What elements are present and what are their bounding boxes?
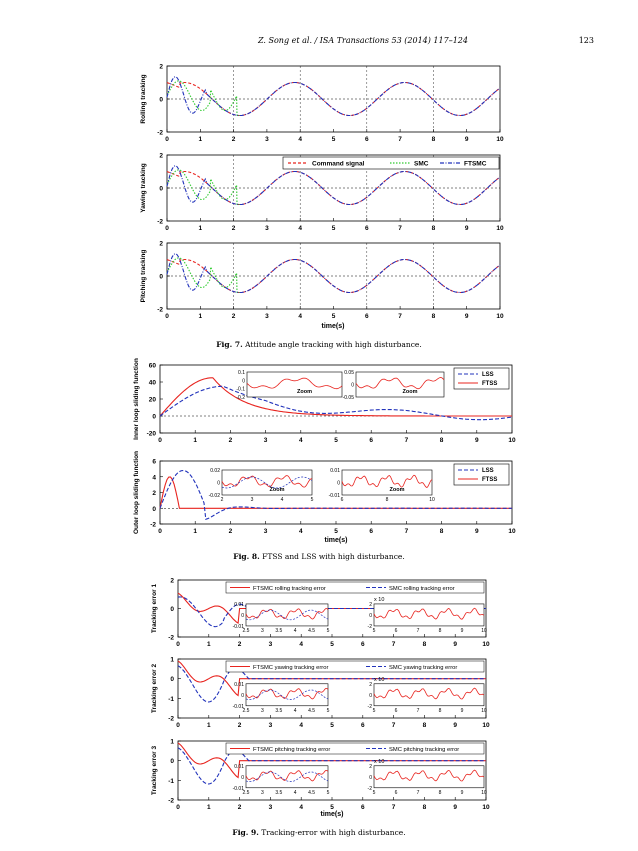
fig9-panel-3-inset-right-ytick-label: 2 bbox=[369, 763, 372, 770]
fig8-inset-4-ytick-label: 0.01 bbox=[330, 468, 340, 474]
fig9-panel-2-inset-right-xtick-label: 10 bbox=[481, 707, 487, 714]
fig7-panel-2-xtick-label: 2 bbox=[231, 225, 236, 232]
fig7-panel-1-ytick-label: -2 bbox=[157, 129, 163, 137]
fig7-panel-1-xtick-label: 1 bbox=[198, 136, 203, 143]
fig9-panel-3-inset-left-xtick-label: 4 bbox=[293, 789, 297, 796]
fig8-inset-3-ytick-label: -0.02 bbox=[208, 493, 220, 499]
fig8-panel-2-xtick-label: 9 bbox=[474, 528, 479, 535]
fig7-panel-2-xtick-label: 10 bbox=[496, 225, 504, 232]
fig8-panel-2-ylabel: Outer loop sliding function bbox=[133, 450, 140, 535]
fig8-panel-1-xtick-label: 10 bbox=[508, 437, 516, 444]
fig7-xlabel: time(s) bbox=[321, 323, 345, 330]
fig8-inset-1-zoom-label: Zoom bbox=[297, 389, 312, 395]
fig9-panel-3-ytick-label: -2 bbox=[168, 797, 174, 805]
fig9-panel-1-xtick-label: 2 bbox=[237, 641, 242, 648]
fig9-panel-1-ytick-label: -2 bbox=[168, 634, 174, 642]
fig7-panel-1-xtick-label: 0 bbox=[165, 136, 169, 143]
fig9-panel-2-inset-right-xtick-label: 8 bbox=[438, 707, 442, 714]
fig9-panel-2-xtick-label: 2 bbox=[237, 722, 242, 729]
fig8-inset-4-xtick-label: 10 bbox=[429, 497, 435, 503]
fig8-panel-2-xtick-label: 2 bbox=[228, 528, 233, 535]
fig9-panel-1-inset-right-xtick-label: 8 bbox=[438, 627, 442, 634]
fig9-panel-3-inset-right-xtick-label: 9 bbox=[460, 789, 464, 796]
fig9-panel-3-xtick-label: 2 bbox=[237, 804, 242, 811]
fig7-panel-1-ylabel: Rolling tracking bbox=[140, 74, 147, 124]
fig9-panel-3-inset-left-ytick-label: 0.01 bbox=[234, 763, 244, 770]
fig7-panel-3-ytick-label: 2 bbox=[159, 240, 163, 248]
fig8-panel-2-legend-label: LSS bbox=[482, 468, 494, 474]
fig8-inset-4-ytick-label: -0.01 bbox=[328, 493, 340, 499]
fig7-panel-1-xtick-label: 5 bbox=[331, 136, 336, 143]
fig9-panel-2-inset-left-xtick-label: 2.5 bbox=[242, 707, 250, 714]
fig7-panel-1-xtick-label: 4 bbox=[298, 136, 303, 143]
fig8-panel-2-ytick-label: 0 bbox=[152, 505, 156, 513]
fig8-panel-1-xtick-label: 9 bbox=[474, 437, 479, 444]
fig8-inset-4-ytick-label: 0 bbox=[337, 480, 340, 487]
fig8-panel-1-xtick-label: 1 bbox=[193, 437, 198, 444]
fig9-panel-1-xtick-label: 4 bbox=[299, 641, 304, 648]
fig9-panel-3-xtick-label: 0 bbox=[176, 804, 180, 811]
fig8-panel-1-xtick-label: 6 bbox=[369, 437, 374, 444]
fig9-panel-1-inset-right-xtick-label: 5 bbox=[372, 627, 376, 634]
fig8-panel-1-xtick-label: 2 bbox=[228, 437, 233, 444]
fig7-panel-3-xtick-label: 5 bbox=[331, 313, 336, 320]
fig7-panel-3-xtick-label: 6 bbox=[364, 313, 369, 320]
fig9-panel-1-inset-left-ytick-label: -0.01 bbox=[232, 623, 244, 630]
fig9-caption: Fig. 9. Tracking-error with high disturbance. bbox=[232, 828, 406, 837]
fig7-legend-label: Command signal bbox=[312, 160, 365, 168]
fig8-panel-1-legend-label: FTSS bbox=[482, 381, 498, 387]
fig8-panel-1-xtick-label: 4 bbox=[298, 437, 303, 444]
fig9-panel-2-inset-left-xtick-label: 3.5 bbox=[275, 707, 283, 714]
fig7-panel-3-xtick-label: 4 bbox=[298, 313, 303, 320]
fig7-panel-3-xtick-label: 10 bbox=[496, 313, 504, 320]
fig9-panel-2-xtick-label: 7 bbox=[391, 722, 396, 729]
fig9-panel-2-xtick-label: 10 bbox=[482, 722, 490, 729]
fig7-panel-3-xtick-label: 7 bbox=[398, 313, 402, 320]
fig8-inset-1-ytick-label: 0 bbox=[242, 378, 245, 385]
fig7-panel-2-xtick-label: 6 bbox=[364, 225, 369, 232]
fig9-panel-2-inset-right-frame bbox=[374, 684, 484, 706]
fig9-panel-3-inset-right-xtick-label: 8 bbox=[438, 789, 442, 796]
fig9-panel-2-inset-left-xtick-label: 5 bbox=[326, 707, 330, 714]
fig9-panel-1-xtick-label: 5 bbox=[330, 641, 334, 648]
fig9-panel-2-xtick-label: 9 bbox=[453, 722, 458, 729]
fig9-panel-3-inset-left-ytick-label: 0 bbox=[241, 774, 244, 781]
fig8-inset-3-xtick-label: 2 bbox=[220, 497, 224, 503]
fig9-panel-1-xtick-label: 8 bbox=[422, 641, 427, 648]
fig9-panel-1-inset-left-ytick-label: 0 bbox=[241, 612, 244, 619]
fig8-panel-2-ytick-label: 2 bbox=[152, 490, 156, 497]
fig8-inset-2-frame bbox=[356, 372, 444, 397]
fig9-panel-1-ytick-label: 0 bbox=[170, 606, 174, 613]
fig7-panel-3-xtick-label: 0 bbox=[165, 313, 169, 320]
fig9-panel-3-inset-left-xtick-label: 3 bbox=[261, 789, 264, 796]
fig7-panel-2-ytick-label: 0 bbox=[159, 185, 163, 193]
fig9-panel-2-ytick-label: -1 bbox=[168, 695, 174, 703]
fig9-panel-1-xtick-label: 7 bbox=[391, 641, 396, 648]
fig8-inset-3-xtick-label: 4 bbox=[280, 497, 284, 503]
fig9-panel-1-inset-left-xtick-label: 2.5 bbox=[242, 627, 250, 634]
fig9-panel-3-xtick-label: 9 bbox=[453, 804, 458, 811]
fig8-panel-2-xtick-label: 0 bbox=[158, 528, 162, 535]
fig8-inset-4-zoom-label: Zoom bbox=[389, 487, 405, 493]
fig9-panel-1-xtick-label: 6 bbox=[360, 641, 365, 648]
fig7-panel-2-ytick-label: -2 bbox=[157, 218, 163, 226]
fig9-panel-3-inset-right-ytick-label: 0 bbox=[369, 774, 372, 781]
fig9-panel-2-inset-right-xtick-label: 7 bbox=[416, 707, 420, 714]
fig8-inset-1-ytick-label: 0.1 bbox=[238, 370, 245, 376]
fig9-panel-1-legend-label: FTSMC rolling tracking error bbox=[253, 586, 326, 592]
fig8-panel-1-ylabel: Inner loop sliding function bbox=[133, 358, 140, 440]
fig9-panel-1-inset-left-xtick-label: 5 bbox=[326, 627, 330, 634]
fig9-panel-3-xtick-label: 6 bbox=[360, 804, 365, 811]
fig9-xlabel: time(s) bbox=[320, 811, 344, 818]
fig8-panel-1-legend-label: LSS bbox=[482, 372, 494, 378]
fig9-panel-3-xtick-label: 5 bbox=[330, 804, 334, 811]
fig7-panel-3-ytick-label: 0 bbox=[159, 273, 163, 281]
fig8-inset-3-ytick-label: 0 bbox=[217, 480, 220, 487]
fig9-panel-2-inset-right-ytick-label: -2 bbox=[367, 703, 372, 710]
fig7-panel-3-xtick-label: 3 bbox=[265, 313, 269, 320]
fig9-panel-1-xtick-label: 1 bbox=[206, 641, 211, 648]
fig7-panel-3-ytick-label: -2 bbox=[157, 306, 163, 314]
fig8-panel-2-xtick-label: 4 bbox=[298, 528, 303, 535]
fig9-panel-1-inset-left-xtick-label: 4 bbox=[293, 627, 297, 634]
fig9-panel-1-inset-right-ytick-label: 2 bbox=[369, 601, 372, 608]
fig9-panel-3-xtick-label: 7 bbox=[391, 804, 396, 811]
fig7-panel-1-xtick-label: 7 bbox=[398, 136, 402, 143]
fig8-inset-4-xtick-label: 8 bbox=[385, 497, 389, 503]
fig8-panel-2-ytick-label: 6 bbox=[152, 458, 156, 466]
fig9-panel-2-inset-right-xtick-label: 5 bbox=[372, 707, 376, 714]
fig9-panel-1-xtick-label: 9 bbox=[453, 641, 458, 648]
fig9-panel-1-inset-right-xtick-label: 6 bbox=[394, 627, 398, 634]
fig9-panel-3-xtick-label: 8 bbox=[422, 804, 427, 811]
fig9-panel-3-xtick-label: 4 bbox=[299, 804, 304, 811]
fig8-panel-1-ytick-label: 0 bbox=[152, 413, 156, 421]
fig7-panel-1-xtick-label: 3 bbox=[265, 136, 269, 143]
fig9-panel-1-xtick-label: 3 bbox=[268, 641, 273, 648]
fig7-caption: Fig. 7. Attitude angle tracking with high disturbance. bbox=[216, 340, 422, 349]
fig9-panel-2-xtick-label: 0 bbox=[176, 722, 180, 729]
fig9-panel-2-inset-right-ytick-label: 0 bbox=[369, 692, 372, 699]
fig9-panel-1-inset-right-ytick-label: -2 bbox=[367, 623, 372, 630]
fig9-panel-1-inset-right-xtick-label: 7 bbox=[416, 627, 420, 634]
fig7-panel-1-xtick-label: 8 bbox=[431, 136, 436, 143]
fig8-xlabel: time(s) bbox=[324, 537, 348, 544]
fig9-panel-2-ytick-label: 1 bbox=[170, 656, 174, 664]
fig7-panel-1-xtick-label: 6 bbox=[364, 136, 369, 143]
fig9-panel-1-inset-left-xtick-label: 3.5 bbox=[275, 627, 283, 634]
fig9-panel-1-xtick-label: 0 bbox=[176, 641, 180, 648]
fig8-panel-2-xtick-label: 8 bbox=[439, 528, 444, 535]
fig9-panel-1-inset-right-frame bbox=[374, 604, 484, 626]
fig9-panel-1-inset-left-xtick-label: 4.5 bbox=[308, 627, 316, 634]
fig9-panel-3-inset-left-ytick-label: -0.01 bbox=[232, 785, 244, 792]
page-number: 123 bbox=[578, 36, 594, 45]
fig9-panel-3-inset-right-frame bbox=[374, 766, 484, 788]
fig9-panel-1-exponent-label: x 10 bbox=[374, 596, 385, 603]
fig9-panel-3-xtick-label: 3 bbox=[268, 804, 273, 811]
fig8-panel-1-xtick-label: 3 bbox=[263, 437, 268, 444]
fig9-panel-1-ylabel: Tracking error 1 bbox=[151, 583, 158, 634]
fig7-panel-2-xtick-label: 7 bbox=[398, 225, 402, 232]
fig8-inset-1-ytick-label: -0.2 bbox=[236, 395, 245, 401]
fig9-panel-3-xtick-label: 10 bbox=[482, 804, 490, 811]
fig9-panel-3-inset-right-xtick-label: 7 bbox=[416, 789, 420, 796]
fig8-inset-4-xtick-label: 6 bbox=[340, 497, 344, 503]
fig9-panel-2-inset-right-xtick-label: 9 bbox=[460, 707, 464, 714]
fig9-panel-3-ytick-label: 0 bbox=[170, 758, 174, 766]
fig9-panel-2-inset-left-xtick-label: 3 bbox=[261, 707, 264, 714]
fig9-panel-2-inset-left-xtick-label: 4 bbox=[293, 707, 297, 714]
fig7-panel-1-xtick-label: 2 bbox=[231, 136, 236, 143]
fig7-panel-2-ylabel: Yawing tracking bbox=[140, 163, 147, 213]
fig8-inset-2-ytick-label: -0.05 bbox=[342, 395, 354, 401]
fig9-panel-1-inset-right-xtick-label: 9 bbox=[460, 627, 464, 634]
fig8-inset-2-zoom-label: Zoom bbox=[402, 389, 418, 395]
fig7-panel-1-ytick-label: 2 bbox=[159, 63, 163, 71]
fig7-legend-label: FTSMC bbox=[464, 160, 487, 168]
fig7-panel-3-xtick-label: 2 bbox=[231, 313, 236, 320]
fig9-panel-2-inset-right-ytick-label: 2 bbox=[369, 681, 372, 688]
fig9-panel-3-inset-left-xtick-label: 4.5 bbox=[308, 789, 316, 796]
fig8-panel-1-xtick-label: 0 bbox=[158, 437, 162, 444]
fig7-panel-2-xtick-label: 8 bbox=[431, 225, 436, 232]
fig9-panel-2-legend-label: FTSMC yawing tracking error bbox=[253, 665, 329, 671]
fig8-inset-1-frame bbox=[247, 372, 342, 397]
fig7-panel-3-ylabel: Pitching tracking bbox=[140, 249, 147, 303]
fig8-panel-2-xtick-label: 7 bbox=[404, 528, 409, 535]
fig9-panel-1-inset-right-ytick-label: 0 bbox=[369, 612, 372, 619]
fig7-panel-2-xtick-label: 4 bbox=[298, 225, 303, 232]
fig7-panel-2-xtick-label: 1 bbox=[198, 225, 203, 232]
fig9-panel-2-inset-left-ytick-label: 0.01 bbox=[234, 681, 244, 688]
fig9-panel-2-xtick-label: 5 bbox=[330, 722, 334, 729]
fig8-panel-2-xtick-label: 6 bbox=[369, 528, 374, 535]
fig9-panel-1-inset-left-ytick-label: 0.01 bbox=[234, 601, 244, 608]
fig9-panel-2-xtick-label: 4 bbox=[299, 722, 304, 729]
fig7-legend-label: SMC bbox=[414, 160, 429, 168]
fig9-panel-2-inset-left-ytick-label: -0.01 bbox=[232, 703, 244, 710]
fig7-panel-1-ytick-label: 0 bbox=[159, 96, 163, 104]
fig9-panel-3-legend-label: SMC pitching tracking error bbox=[389, 747, 460, 753]
fig9-panel-2-xtick-label: 3 bbox=[268, 722, 273, 729]
fig9-panel-3-ylabel: Tracking error 3 bbox=[151, 745, 158, 796]
fig9-panel-3-inset-right-ytick-label: -2 bbox=[367, 785, 372, 792]
fig7-panel-2-xtick-label: 5 bbox=[331, 225, 336, 232]
fig7-panel-2-ytick-label: 2 bbox=[159, 152, 163, 160]
fig8-panel-1-xtick-label: 8 bbox=[439, 437, 444, 444]
fig8-panel-2-ytick-label: 4 bbox=[152, 474, 156, 482]
fig9-panel-3-inset-left-xtick-label: 5 bbox=[326, 789, 330, 796]
fig9-panel-2-ylabel: Tracking error 2 bbox=[151, 663, 158, 714]
fig9-panel-3-inset-right-xtick-label: 6 bbox=[394, 789, 398, 796]
fig7-panel-2-xtick-label: 9 bbox=[464, 225, 469, 232]
fig8-panel-1-xtick-label: 5 bbox=[334, 437, 338, 444]
fig8-panel-2-legend-label: FTSS bbox=[482, 477, 498, 483]
fig7-panel-3-xtick-label: 8 bbox=[431, 313, 436, 320]
fig8-panel-2-xtick-label: 5 bbox=[334, 528, 338, 535]
fig9-panel-2-inset-left-xtick-label: 4.5 bbox=[308, 707, 316, 714]
fig8-inset-3-frame bbox=[222, 470, 312, 495]
fig8-panel-2-xtick-label: 3 bbox=[263, 528, 268, 535]
fig7-panel-2-xtick-label: 3 bbox=[265, 225, 269, 232]
fig8-inset-2-ytick-label: 0 bbox=[351, 382, 354, 389]
fig7-panel-1-xtick-label: 9 bbox=[464, 136, 469, 143]
fig9-panel-3-inset-right-xtick-label: 10 bbox=[481, 789, 487, 796]
fig9-panel-2-ytick-label: 0 bbox=[170, 676, 174, 684]
fig9-panel-3-ytick-label: 1 bbox=[170, 738, 174, 746]
fig9-panel-3-inset-left-xtick-label: 2.5 bbox=[242, 789, 250, 796]
fig8-inset-3-xtick-label: 5 bbox=[310, 497, 314, 503]
fig7-panel-3-xtick-label: 1 bbox=[198, 313, 203, 320]
fig8-panel-1-ytick-label: -20 bbox=[146, 430, 156, 438]
fig9-panel-1-ytick-label: 2 bbox=[170, 577, 174, 585]
fig7-panel-1-xtick-label: 10 bbox=[496, 136, 504, 143]
fig8-panel-1-xtick-label: 7 bbox=[404, 437, 409, 444]
fig8-inset-3-ytick-label: 0.02 bbox=[210, 468, 220, 474]
fig9-panel-3-exponent-label: x 10 bbox=[374, 758, 385, 765]
fig9-panel-2-ytick-label: -2 bbox=[168, 715, 174, 723]
fig8-inset-3-zoom-label: Zoom bbox=[269, 487, 285, 493]
fig9-panel-1-xtick-label: 10 bbox=[482, 641, 490, 648]
fig9-panel-2-inset-left-ytick-label: 0 bbox=[241, 692, 244, 699]
fig8-inset-3-xtick-label: 3 bbox=[250, 497, 254, 503]
fig9-panel-1-legend-label: SMC rolling tracking error bbox=[389, 586, 455, 592]
fig9-panel-3-inset-left-xtick-label: 3.5 bbox=[275, 789, 283, 796]
fig8-panel-1-ytick-label: 60 bbox=[148, 362, 156, 370]
fig7-panel-2-xtick-label: 0 bbox=[165, 225, 169, 232]
fig9-panel-2-legend-label: SMC yawing tracking error bbox=[389, 665, 458, 671]
fig9-panel-3-xtick-label: 1 bbox=[206, 804, 211, 811]
fig9-panel-2-xtick-label: 6 bbox=[360, 722, 365, 729]
fig7-panel-3-xtick-label: 9 bbox=[464, 313, 469, 320]
fig9-panel-1-inset-left-xtick-label: 3 bbox=[261, 627, 264, 634]
fig8-panel-2-ytick-label: -2 bbox=[150, 521, 156, 529]
fig9-panel-2-xtick-label: 1 bbox=[206, 722, 211, 729]
fig8-inset-1-ytick-label: -0.1 bbox=[236, 386, 245, 393]
fig9-panel-2-inset-right-xtick-label: 6 bbox=[394, 707, 398, 714]
fig8-panel-1-ytick-label: 40 bbox=[148, 379, 156, 387]
running-head: Z. Song et al. / ISA Transactions 53 (2014) 117–124 bbox=[258, 36, 468, 45]
fig9-panel-1-inset-right-xtick-label: 10 bbox=[481, 627, 487, 634]
fig9-panel-3-ytick-label: -1 bbox=[168, 777, 174, 785]
fig8-panel-1-ytick-label: 20 bbox=[148, 396, 156, 404]
fig8-panel-2-xtick-label: 1 bbox=[193, 528, 198, 535]
fig8-panel-2-xtick-label: 10 bbox=[508, 528, 516, 535]
fig9-panel-3-legend-label: FTSMC pitching tracking error bbox=[253, 747, 331, 753]
fig9-panel-2-exponent-label: x 10 bbox=[374, 676, 385, 683]
fig8-inset-2-ytick-label: 0.05 bbox=[344, 370, 354, 376]
fig9-panel-3-inset-right-xtick-label: 5 bbox=[372, 789, 376, 796]
fig9-panel-2-xtick-label: 8 bbox=[422, 722, 427, 729]
fig8-caption: Fig. 8. FTSS and LSS with high disturbance. bbox=[233, 552, 405, 561]
